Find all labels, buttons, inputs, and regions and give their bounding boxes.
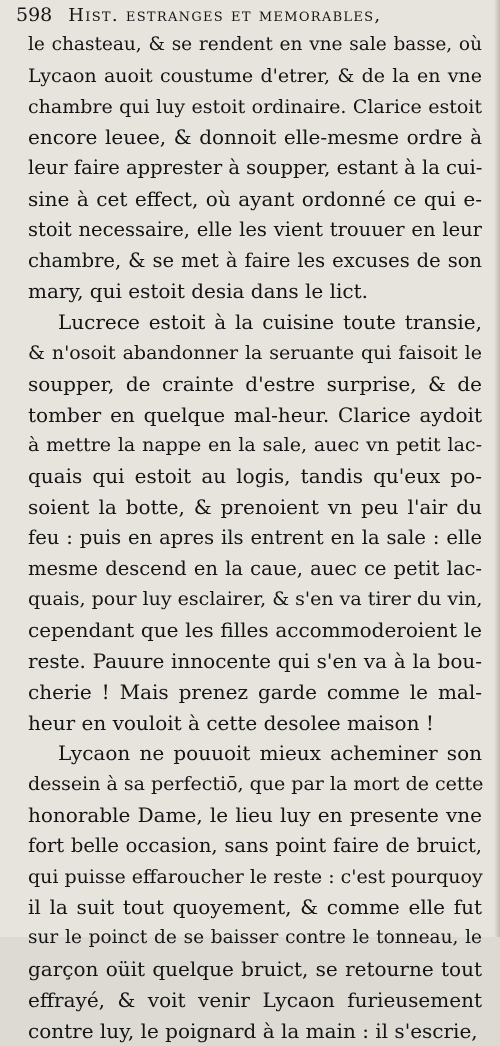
text-line: quais qui estoit au logis, tandis qu'eux po- — [28, 461, 482, 492]
text-line: stoit necessaire, elle les vient trouuer en leur — [28, 215, 482, 246]
text-line: reste. Pauure innocente qui s'en va à la bou- — [28, 646, 482, 677]
text-line: cependant que les filles accommoderoient le — [28, 615, 482, 646]
text-line: qui puisse effaroucher le reste : c'est pourquoy — [28, 862, 482, 893]
running-header — [16, 0, 494, 30]
text-line: le chasteau, & se rendent en vne sale basse, où — [28, 30, 482, 61]
paragraph-2 — [28, 307, 482, 738]
text-line: garçon oüit quelque bruict, se retourne tout — [28, 954, 482, 985]
running-title: Hist. estranges et memorables, — [68, 1, 381, 31]
text-line: Lucrece estoit à la cuisine toute transie, — [28, 307, 482, 338]
text-line: chambre, & se met à faire les excuses de son — [28, 246, 482, 277]
text-line: sur le poinct de se baisser contre le tonneau, le — [28, 923, 482, 954]
page-edge-shadow — [494, 0, 500, 937]
paragraph-1 — [28, 30, 482, 307]
text-line: sine à cet effect, où ayant ordonné ce qui e- — [28, 184, 482, 215]
text-line: chambre qui luy estoit ordinaire. Clarice estoit — [28, 92, 482, 123]
text-line: mary, qui estoit desia dans le lict. — [28, 276, 482, 307]
text-line: dessein à sa perfectiō, que par la mort de cette — [28, 769, 482, 800]
text-line: soient la botte, & prenoient vn peu l'air du — [28, 492, 482, 523]
body-text — [28, 30, 482, 1046]
text-line: Lycaon auoit coustume d'etrer, & de la en vne — [28, 61, 482, 92]
text-line: effrayé, & voit venir Lycaon furieusement — [28, 985, 482, 1016]
text-line: contre luy, le poignard à la main : il s'escrie, — [28, 1016, 482, 1046]
text-line: il la suit tout quoyement, & comme elle fut — [28, 892, 482, 923]
text-line: leur faire apprester à soupper, estant à la cui- — [28, 153, 482, 184]
text-line: heur en vouloit à cette desolee maison ! — [28, 708, 482, 739]
text-line: quais, pour luy esclairer, & s'en va tirer du vin, — [28, 584, 482, 615]
page-number: 598 — [16, 0, 52, 30]
text-line: à mettre la nappe en la sale, auec vn petit lac- — [28, 430, 482, 461]
text-line: feu : puis en apres ils entrent en la sale : elle — [28, 523, 482, 554]
text-line: fort belle occasion, sans point faire de bruict, — [28, 831, 482, 862]
text-line: Lycaon ne pouuoit mieux acheminer son — [28, 738, 482, 769]
text-line: encore leuee, & donnoit elle-mesme ordre à — [28, 122, 482, 153]
text-line: mesme descend en la caue, auec ce petit lac- — [28, 554, 482, 585]
paragraph-3 — [28, 738, 482, 1046]
text-line: tomber en quelque mal-heur. Clarice aydoit — [28, 400, 482, 431]
text-line: honorable Dame, le lieu luy en presente vne — [28, 800, 482, 831]
text-line: cherie ! Mais prenez garde comme le mal- — [28, 677, 482, 708]
text-line: & n'osoit abandonner la seruante qui faisoit le — [28, 338, 482, 369]
text-line: soupper, de crainte d'estre surprise, & de — [28, 369, 482, 400]
